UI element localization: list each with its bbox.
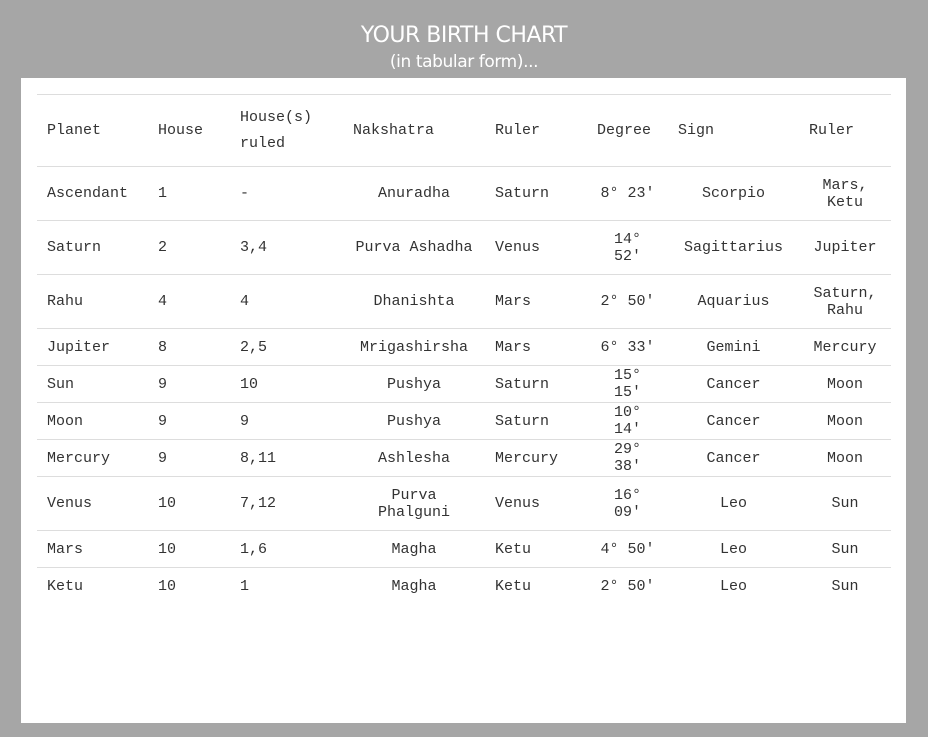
table-row bbox=[37, 477, 891, 531]
sign-ruler-cell: Jupiter bbox=[813, 239, 877, 256]
chart-panel bbox=[21, 78, 906, 723]
column-header-houses-ruled: House(s) ruled bbox=[240, 108, 313, 152]
houses-ruled-cell: 4 bbox=[240, 293, 250, 310]
nakshatra-cell: Ashlesha bbox=[377, 449, 450, 467]
house-cell: 10 bbox=[158, 495, 177, 512]
nakshatra-cell: Pushya bbox=[386, 375, 441, 393]
degree-cell: 16° 09′ bbox=[613, 486, 641, 521]
nakshatra-cell: Mrigashirsha bbox=[359, 338, 469, 356]
house-cell: 9 bbox=[158, 375, 168, 393]
nakshatra-ruler-cell: Mercury bbox=[495, 449, 559, 467]
sign-ruler-cell: Saturn, Rahu bbox=[813, 284, 877, 319]
degree-cell: 8° 23′ bbox=[600, 185, 655, 202]
table-row bbox=[37, 167, 891, 221]
houses-ruled-cell: - bbox=[240, 185, 250, 202]
nakshatra-ruler-cell: Venus bbox=[495, 495, 541, 512]
degree-cell: 6° 33′ bbox=[600, 338, 655, 356]
planet-cell: Jupiter bbox=[47, 338, 111, 356]
houses-ruled-cell: 10 bbox=[240, 375, 259, 393]
planet-cell: Mercury bbox=[47, 449, 111, 467]
nakshatra-cell: Purva Phalguni bbox=[377, 486, 450, 521]
sign-cell: Leo bbox=[719, 577, 747, 595]
planet-cell: Ascendant bbox=[47, 185, 129, 202]
sign-cell: Gemini bbox=[706, 338, 761, 356]
sign-ruler-cell: Mercury bbox=[813, 338, 877, 356]
house-cell: 2 bbox=[158, 239, 168, 256]
degree-cell: 2° 50′ bbox=[600, 577, 655, 595]
nakshatra-ruler-cell: Mars bbox=[495, 338, 532, 356]
nakshatra-ruler-cell: Saturn bbox=[495, 412, 550, 430]
page-header bbox=[0, 0, 928, 78]
house-cell: 9 bbox=[158, 412, 168, 430]
nakshatra-ruler-cell: Saturn bbox=[495, 375, 550, 393]
sign-ruler-cell: Moon bbox=[826, 412, 863, 430]
birth-chart-table bbox=[37, 94, 891, 605]
sign-ruler-cell: Sun bbox=[831, 495, 859, 512]
planet-cell: Venus bbox=[47, 495, 93, 512]
column-header-planet: Planet bbox=[47, 121, 102, 139]
sign-cell: Scorpio bbox=[701, 185, 765, 202]
sign-ruler-cell: Moon bbox=[826, 375, 863, 393]
table-row bbox=[37, 403, 891, 440]
sign-ruler-cell: Sun bbox=[831, 540, 859, 558]
houses-ruled-cell: 3,4 bbox=[240, 239, 268, 256]
degree-cell: 10° 14′ bbox=[613, 404, 641, 438]
planet-cell: Rahu bbox=[47, 293, 84, 310]
sign-cell: Cancer bbox=[706, 449, 761, 467]
nakshatra-ruler-cell: Venus bbox=[495, 239, 541, 256]
planet-cell: Mars bbox=[47, 540, 84, 558]
houses-ruled-cell: 2,5 bbox=[240, 338, 268, 356]
table-row bbox=[37, 366, 891, 403]
nakshatra-cell: Magha bbox=[391, 577, 437, 595]
column-header-house: House bbox=[158, 121, 204, 139]
nakshatra-cell: Anuradha bbox=[377, 185, 450, 202]
sign-ruler-cell: Moon bbox=[826, 449, 863, 467]
sign-ruler-cell: Mars, Ketu bbox=[822, 176, 868, 211]
sign-cell: Leo bbox=[719, 540, 747, 558]
degree-cell: 14° 52′ bbox=[613, 230, 641, 265]
nakshatra-cell: Purva Ashadha bbox=[355, 239, 473, 256]
degree-cell: 29° 38′ bbox=[613, 441, 641, 475]
sign-ruler-cell: Sun bbox=[831, 577, 859, 595]
planet-cell: Sun bbox=[47, 375, 75, 393]
degree-cell: 15° 15′ bbox=[613, 367, 641, 401]
table-body bbox=[37, 167, 891, 605]
table-row bbox=[37, 275, 891, 329]
houses-ruled-cell: 8,11 bbox=[240, 449, 277, 467]
house-cell: 10 bbox=[158, 540, 177, 558]
nakshatra-ruler-cell: Saturn bbox=[495, 185, 550, 202]
sign-cell: Cancer bbox=[706, 375, 761, 393]
house-cell: 9 bbox=[158, 449, 168, 467]
planet-cell: Ketu bbox=[47, 577, 84, 595]
page-subtitle: (in tabular form)... bbox=[389, 52, 539, 72]
column-header-nakshatra: Nakshatra bbox=[353, 121, 435, 139]
table-row bbox=[37, 329, 891, 366]
degree-cell: 2° 50′ bbox=[600, 293, 655, 310]
house-cell: 1 bbox=[158, 185, 168, 202]
column-header-sign: Sign bbox=[678, 121, 715, 139]
sign-cell: Cancer bbox=[706, 412, 761, 430]
page-title: YOUR BIRTH CHART bbox=[360, 23, 568, 48]
houses-ruled-cell: 1,6 bbox=[240, 540, 268, 558]
column-header-nakshatra-ruler: Ruler bbox=[495, 121, 541, 139]
house-cell: 8 bbox=[158, 338, 168, 356]
table-row bbox=[37, 531, 891, 568]
table-header-row bbox=[37, 95, 891, 167]
column-header-sign-ruler: Ruler bbox=[809, 121, 855, 139]
table-row bbox=[37, 440, 891, 477]
nakshatra-ruler-cell: Mars bbox=[495, 293, 532, 310]
table-row bbox=[37, 568, 891, 605]
planet-cell: Moon bbox=[47, 412, 84, 430]
nakshatra-cell: Dhanishta bbox=[373, 293, 455, 310]
houses-ruled-cell: 7,12 bbox=[240, 495, 277, 512]
houses-ruled-cell: 1 bbox=[240, 577, 250, 595]
houses-ruled-cell: 9 bbox=[240, 412, 250, 430]
nakshatra-cell: Pushya bbox=[386, 412, 441, 430]
planet-cell: Saturn bbox=[47, 239, 102, 256]
sign-cell: Sagittarius bbox=[683, 239, 784, 256]
house-cell: 10 bbox=[158, 577, 177, 595]
house-cell: 4 bbox=[158, 293, 168, 310]
sign-cell: Leo bbox=[719, 495, 747, 512]
sign-cell: Aquarius bbox=[697, 293, 770, 310]
nakshatra-cell: Magha bbox=[391, 540, 437, 558]
nakshatra-ruler-cell: Ketu bbox=[495, 577, 532, 595]
table-row bbox=[37, 221, 891, 275]
nakshatra-ruler-cell: Ketu bbox=[495, 540, 532, 558]
degree-cell: 4° 50′ bbox=[600, 540, 655, 558]
column-header-degree: Degree bbox=[597, 121, 652, 139]
